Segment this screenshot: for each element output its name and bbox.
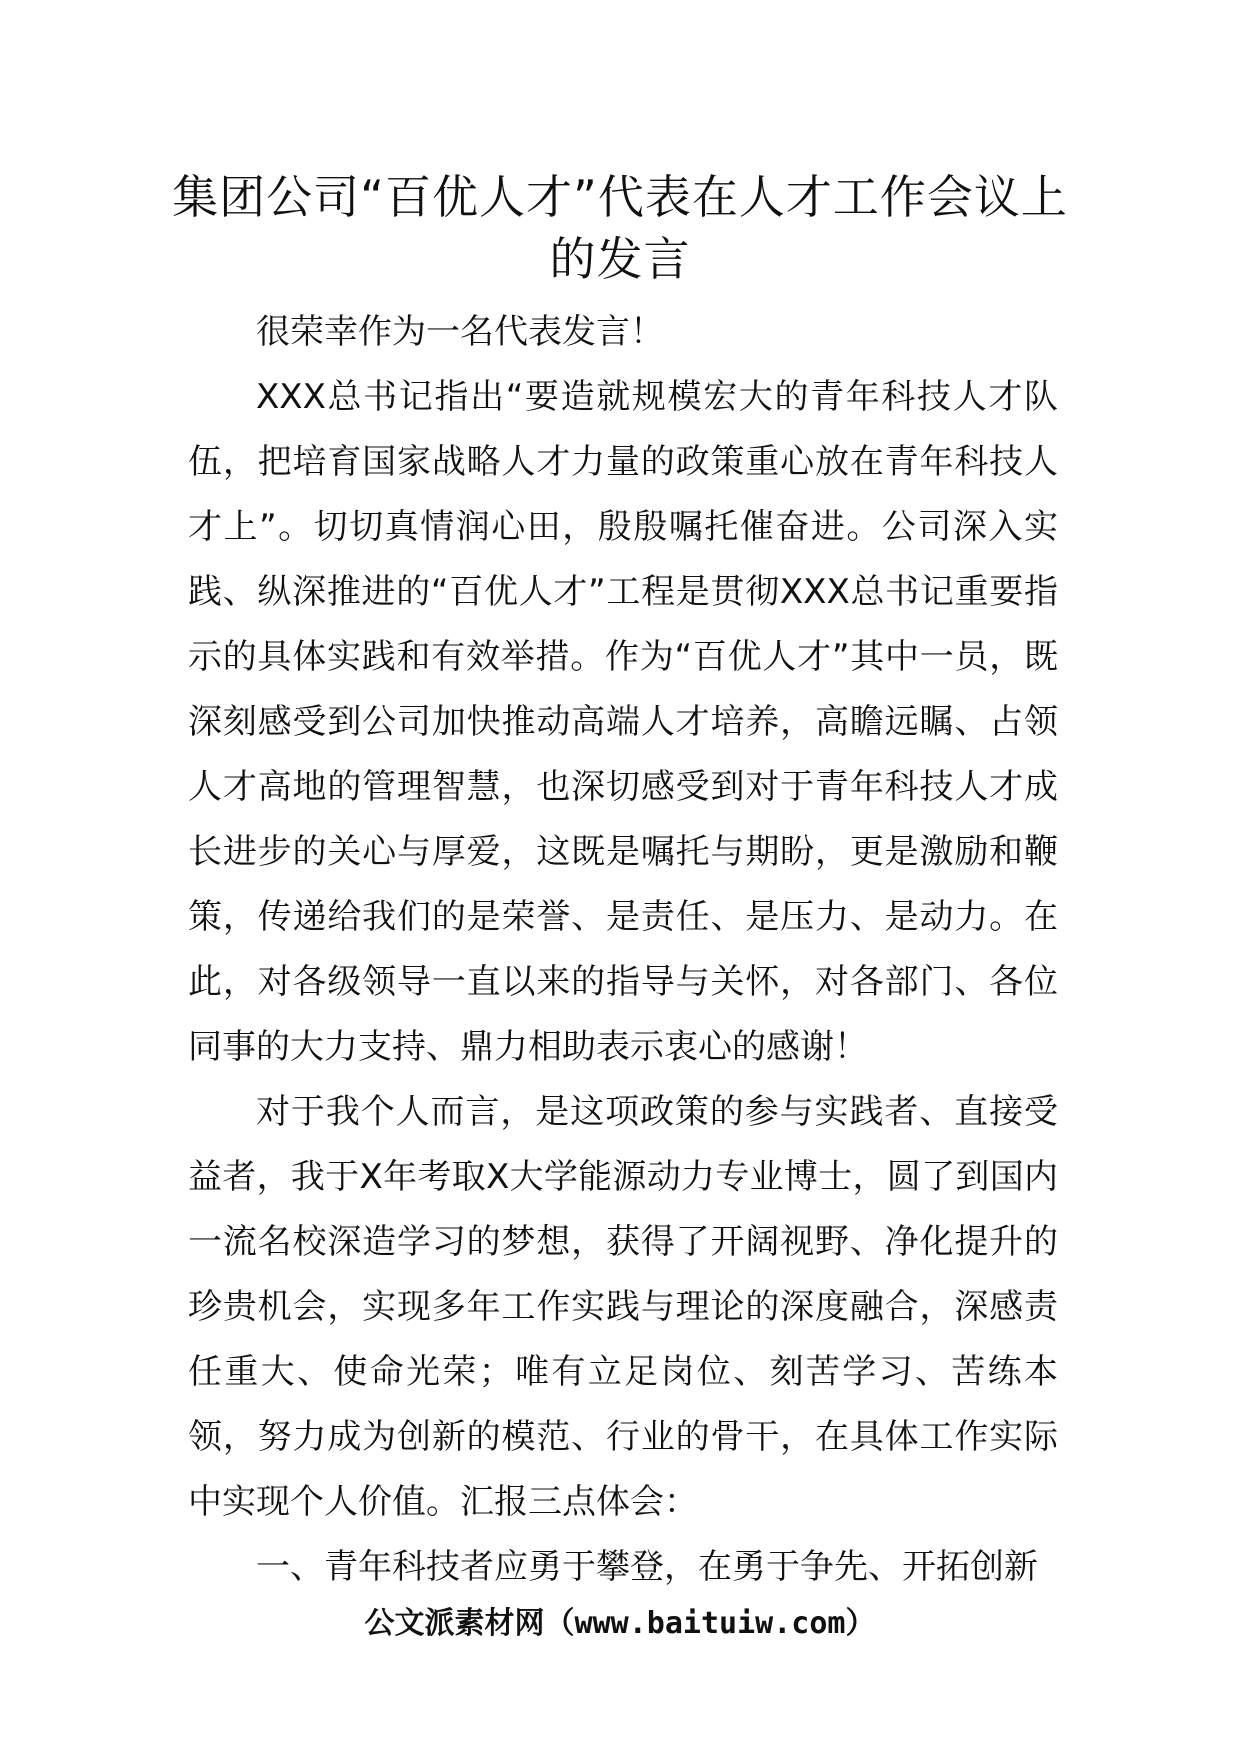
section-heading-one: 一、青年科技者应勇于攀登，在勇于争先、开拓创新 (256, 1547, 1038, 1587)
paragraph-quote: XXX总书记指出“要造就规模宏大的青年科技人才队伍，把培育国家战略人才力量的政策重心放在青年科技人才上”。切切真情润心田，殷殷嘱托催奋进。公司深入实践、纵深推进的“百优人才”工程是贯彻XXX总书记重要指示的具体实践和有效举措。作为“百优人才”其中一员，既深刻感受到公司加快推动高端人才培养，高瞻远瞩、占领人才高地的管理智慧，也深切感受到对于青年科技人才成长进步的关心与厚爱，这既是嘱托与期盼，更是激励和鞭策，传递给我们的是荣誉、是责任、是压力、是动力。在此，对各级领导一直以来的指导与关怀，对各部门、各位同事的大力支持、鼎力相助表示衷心的感谢！ (188, 377, 1058, 1067)
footer-watermark: 公文派素材网（www.baituiw.com） (364, 1606, 876, 1641)
paragraph-personal: 对于我个人而言，是这项政策的参与实践者、直接受益者，我于X年考取X大学能源动力专业博士，圆了到国内一流名校深造学习的梦想，获得了开阔视野、净化提升的珍贵机会，实现多年工作实践与理论的深度融合，深感责任重大、使命光荣；唯有立足岗位、刻苦学习、苦练本领，努力成为创新的模范、行业的骨干，在具体工作实际中实现个人价值。汇报三点体会： (188, 1092, 1058, 1522)
document-title: 集团公司“百优人才”代表在人才工作会议上的发言 (172, 170, 1068, 286)
paragraph-greeting: 很荣幸作为一名代表发言！ (256, 312, 664, 352)
document-body (188, 300, 1058, 1600)
